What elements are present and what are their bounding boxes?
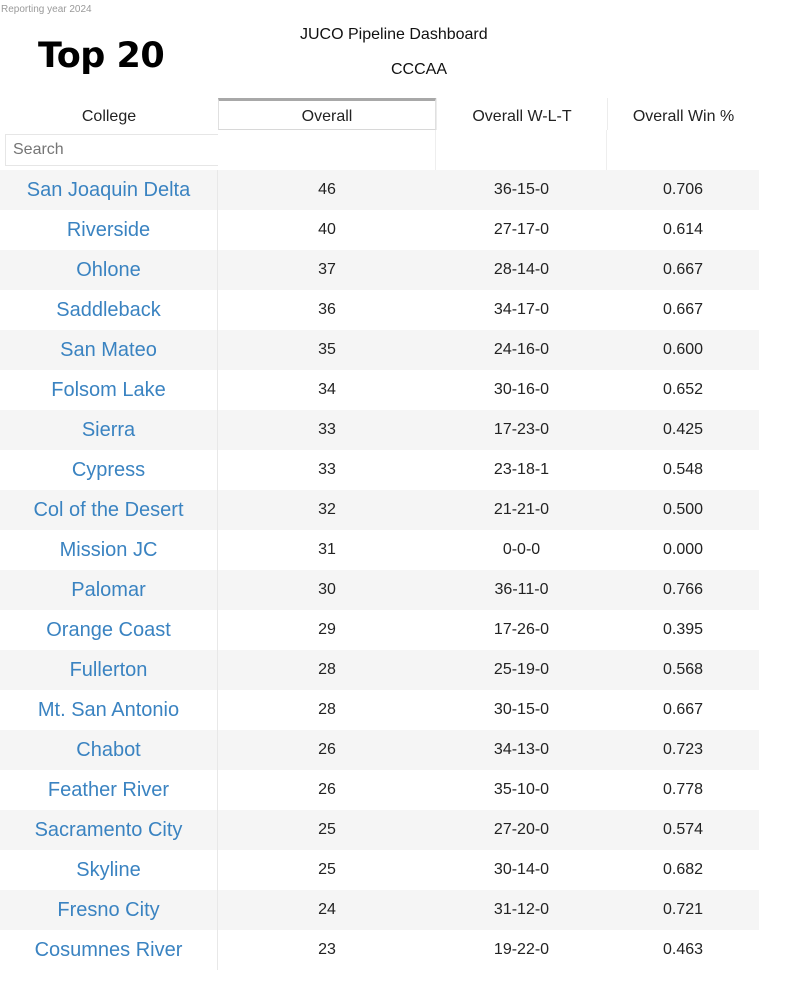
table-body [0, 170, 759, 970]
college-link[interactable]: Fresno City [0, 890, 218, 930]
table-row [0, 490, 759, 530]
overall-rank-value: 23 [318, 941, 336, 958]
overall-rank-value: 33 [318, 421, 336, 438]
college-link[interactable]: Col of the Desert [0, 490, 218, 530]
overall-wlt-value: 34-13-0 [493, 741, 550, 758]
college-link[interactable]: Feather River [0, 770, 218, 810]
college-link[interactable]: Mission JC [0, 530, 218, 570]
table-header-row [0, 98, 759, 130]
table-row [0, 570, 759, 610]
overall-win-pct-value: 0.463 [662, 941, 704, 958]
college-link[interactable]: Chabot [0, 730, 218, 770]
overall-wlt-value: 30-16-0 [493, 381, 550, 398]
table-row [0, 290, 759, 330]
overall-wlt-value: 17-26-0 [493, 621, 550, 638]
table-row [0, 810, 759, 850]
table-row [0, 650, 759, 690]
overall-wlt-value: 30-15-0 [493, 701, 550, 718]
college-link[interactable]: Riverside [0, 210, 218, 250]
reporting-year-label: Reporting year 2024 [1, 4, 92, 15]
overall-wlt-value: 36-11-0 [494, 581, 549, 598]
overall-win-pct-value: 0.778 [662, 781, 704, 798]
filter-cell-empty [218, 130, 436, 170]
overall-win-pct-value: 0.568 [662, 661, 704, 678]
overall-win-pct-value: 0.574 [662, 821, 704, 838]
filter-row [0, 130, 759, 170]
overall-wlt-value: 27-20-0 [493, 821, 550, 838]
column-header-overall-sorted[interactable]: Overall [218, 98, 436, 130]
overall-win-pct-value: 0.682 [662, 861, 704, 878]
filter-cell-empty [436, 130, 607, 170]
college-link[interactable]: Cosumnes River [0, 930, 218, 970]
rankings-table [0, 98, 759, 970]
overall-win-pct-value: 0.721 [662, 901, 704, 918]
overall-wlt-value: 23-18-1 [493, 461, 550, 478]
college-link[interactable]: Orange Coast [0, 610, 218, 650]
overall-win-pct-value: 0.425 [662, 421, 704, 438]
table-row [0, 170, 759, 210]
college-link[interactable]: Skyline [0, 850, 218, 890]
table-row [0, 330, 759, 370]
overall-rank-value: 25 [318, 821, 336, 838]
table-row [0, 410, 759, 450]
overall-rank-value: 31 [318, 541, 336, 558]
overall-rank-value: 37 [318, 261, 336, 278]
overall-rank-value: 26 [318, 781, 336, 798]
column-header-college[interactable]: College [81, 108, 137, 125]
table-row [0, 850, 759, 890]
overall-win-pct-value: 0.548 [662, 461, 704, 478]
overall-rank-value: 28 [318, 661, 336, 678]
column-header-win-pct[interactable]: Overall Win % [607, 98, 759, 130]
overall-win-pct-value: 0.000 [662, 541, 704, 558]
overall-win-pct-value: 0.723 [662, 741, 704, 758]
overall-wlt-value: 30-14-0 [493, 861, 550, 878]
college-link[interactable]: Fullerton [0, 650, 218, 690]
overall-wlt-value: 34-17-0 [493, 301, 550, 318]
column-header-overall-wlt[interactable]: Overall W-L-T [436, 98, 607, 130]
table-row [0, 370, 759, 410]
table-row [0, 530, 759, 570]
overall-rank-value: 26 [318, 741, 336, 758]
college-link[interactable]: San Joaquin Delta [0, 170, 218, 210]
table-row [0, 770, 759, 810]
overall-win-pct-value: 0.500 [662, 501, 704, 518]
college-link[interactable]: Mt. San Antonio [0, 690, 218, 730]
table-row [0, 450, 759, 490]
overall-wlt-value: 28-14-0 [493, 261, 550, 278]
table-row [0, 210, 759, 250]
college-link[interactable]: Folsom Lake [0, 370, 218, 410]
overall-wlt-value: 27-17-0 [493, 221, 550, 238]
table-row [0, 890, 759, 930]
dashboard-title: JUCO Pipeline Dashboard [300, 26, 488, 43]
overall-wlt-value: 31-12-0 [493, 901, 550, 918]
overall-win-pct-value: 0.667 [662, 301, 704, 318]
college-link[interactable]: Sacramento City [0, 810, 218, 850]
college-link[interactable]: Palomar [0, 570, 218, 610]
overall-rank-value: 35 [318, 341, 336, 358]
overall-win-pct-value: 0.667 [662, 261, 704, 278]
search-cell [0, 130, 218, 170]
overall-win-pct-value: 0.667 [662, 701, 704, 718]
overall-win-pct-value: 0.395 [662, 621, 704, 638]
overall-wlt-value: 36-15-0 [493, 181, 550, 198]
overall-wlt-value: 19-22-0 [493, 941, 550, 958]
overall-win-pct-value: 0.600 [662, 341, 704, 358]
overall-wlt-value: 24-16-0 [493, 341, 550, 358]
overall-rank-value: 46 [318, 181, 336, 198]
overall-rank-value: 28 [318, 701, 336, 718]
overall-rank-value: 36 [318, 301, 336, 318]
college-search-input[interactable] [5, 134, 218, 166]
overall-rank-value: 29 [318, 621, 336, 638]
overall-win-pct-value: 0.706 [662, 181, 704, 198]
college-link[interactable]: Cypress [0, 450, 218, 490]
table-row [0, 730, 759, 770]
conference-label: CCCAA [391, 61, 448, 78]
overall-rank-value: 40 [318, 221, 336, 238]
table-row [0, 250, 759, 290]
overall-wlt-value: 21-21-0 [493, 501, 550, 518]
table-row [0, 610, 759, 650]
overall-rank-value: 24 [318, 901, 336, 918]
overall-rank-value: 30 [318, 581, 336, 598]
overall-win-pct-value: 0.766 [662, 581, 704, 598]
overall-wlt-value: 25-19-0 [493, 661, 550, 678]
overall-wlt-value: 0-0-0 [502, 541, 541, 558]
filter-cell-empty [607, 130, 759, 170]
college-link[interactable]: Saddleback [0, 290, 218, 330]
top-20-heading: Top 20 [38, 36, 165, 76]
college-link[interactable]: San Mateo [0, 330, 218, 370]
overall-rank-value: 32 [318, 501, 336, 518]
overall-win-pct-value: 0.652 [662, 381, 704, 398]
overall-rank-value: 25 [318, 861, 336, 878]
overall-wlt-value: 17-23-0 [493, 421, 550, 438]
overall-win-pct-value: 0.614 [662, 221, 704, 238]
college-link[interactable]: Ohlone [0, 250, 218, 290]
table-row [0, 690, 759, 730]
table-row [0, 930, 759, 970]
overall-rank-value: 34 [318, 381, 336, 398]
overall-wlt-value: 35-10-0 [493, 781, 550, 798]
college-link[interactable]: Sierra [0, 410, 218, 450]
overall-rank-value: 33 [318, 461, 336, 478]
